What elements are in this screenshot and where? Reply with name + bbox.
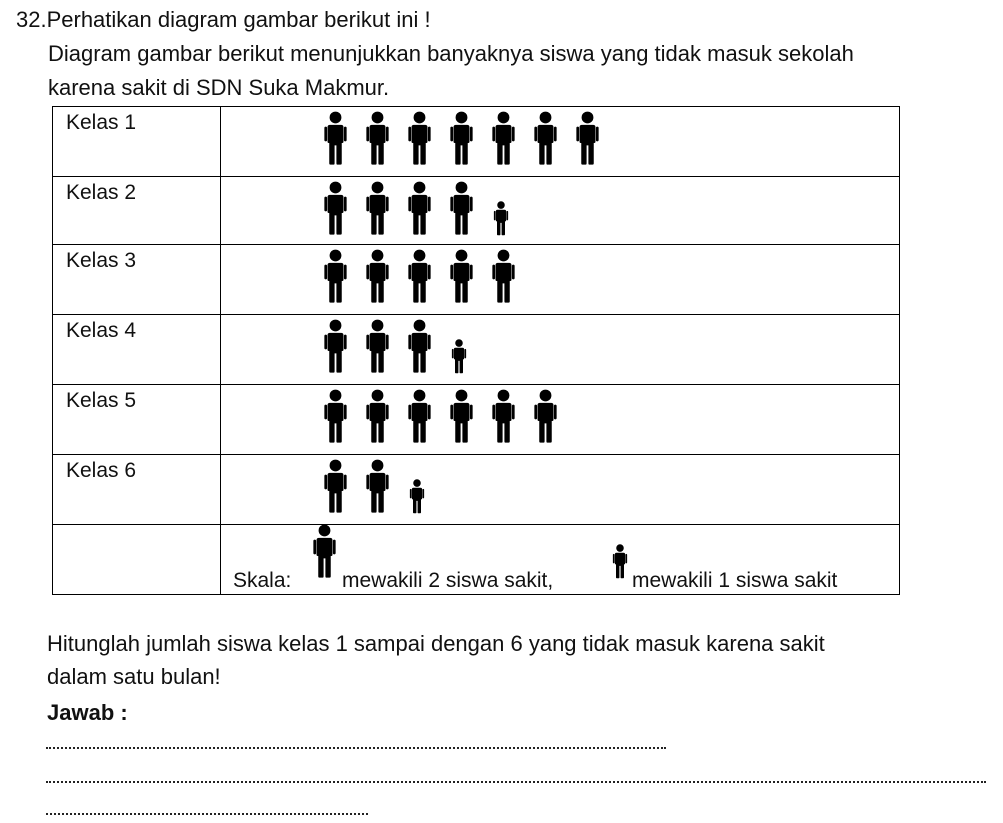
class-label-cell — [53, 385, 221, 455]
person-icon — [323, 319, 348, 379]
scale-legend — [221, 533, 899, 593]
scale-small-meaning: mewakili 1 siswa sakit — [632, 569, 838, 592]
legend-small-person-icon — [612, 544, 628, 585]
person-icon — [449, 111, 474, 171]
person-icon — [407, 389, 432, 449]
legend-big-person-icon — [312, 524, 337, 585]
task-line-2: dalam satu bulan! — [47, 664, 221, 689]
task-line-1: Hitunglah jumlah siswa kelas 1 sampai dengan 6 yang tidak masuk karena sakit — [47, 631, 825, 656]
question-title: 32.Perhatikan diagram gambar berikut ini ! — [16, 7, 431, 32]
person-icon — [449, 389, 474, 449]
person-icon — [407, 319, 432, 379]
answer-line-1[interactable] — [46, 747, 666, 749]
person-icon — [533, 389, 558, 449]
icon-strip — [323, 183, 883, 241]
scale-prefix: Skala: — [233, 569, 292, 592]
pictograph-row — [53, 177, 900, 245]
person-icon — [491, 111, 516, 171]
class-label: Kelas 1 — [66, 111, 137, 134]
scale-cell — [221, 525, 900, 595]
person-icon — [323, 459, 348, 519]
pictograph-row — [53, 315, 900, 385]
scale-big-meaning: mewakili 2 siswa sakit, — [342, 569, 554, 592]
person-icon — [365, 111, 390, 171]
person-icon — [365, 319, 390, 379]
class-label: Kelas 4 — [66, 319, 137, 342]
icon-strip — [323, 391, 883, 449]
class-label: Kelas 6 — [66, 459, 137, 482]
class-label-cell — [53, 107, 221, 177]
person-icon — [449, 249, 474, 309]
answer-line-3[interactable] — [46, 813, 368, 815]
person-icon — [491, 389, 516, 449]
half-person-icon — [493, 201, 509, 241]
icons-cell — [221, 177, 900, 245]
class-label: Kelas 3 — [66, 249, 137, 272]
person-icon — [365, 181, 390, 241]
empty-label-cell — [53, 525, 221, 595]
half-person-icon — [451, 339, 467, 379]
person-icon — [365, 459, 390, 519]
icons-cell — [221, 245, 900, 315]
person-icon — [407, 249, 432, 309]
person-icon — [407, 181, 432, 241]
pictograph-row — [53, 385, 900, 455]
half-person-icon — [409, 479, 425, 519]
class-label-cell — [53, 455, 221, 525]
pictograph-row — [53, 455, 900, 525]
person-icon — [533, 111, 558, 171]
class-label: Kelas 5 — [66, 389, 137, 412]
person-icon — [407, 111, 432, 171]
person-icon — [491, 249, 516, 309]
pictograph-row — [53, 107, 900, 177]
question-intro-line-1: Diagram gambar berikut menunjukkan banyaknya siswa yang tidak masuk sekolah — [48, 41, 854, 66]
icon-strip — [323, 461, 883, 519]
icon-strip — [323, 113, 883, 171]
icons-cell — [221, 455, 900, 525]
question-intro-line-2: karena sakit di SDN Suka Makmur. — [48, 75, 390, 100]
person-icon — [365, 249, 390, 309]
person-icon — [449, 181, 474, 241]
person-icon — [323, 249, 348, 309]
class-label-cell — [53, 315, 221, 385]
icons-cell — [221, 107, 900, 177]
icon-strip — [323, 251, 883, 309]
pictograph-table — [52, 106, 900, 595]
icons-cell — [221, 315, 900, 385]
person-icon — [575, 111, 600, 171]
icon-strip — [323, 321, 883, 379]
person-icon — [323, 111, 348, 171]
pictograph-row — [53, 245, 900, 315]
answer-line-2[interactable] — [46, 781, 986, 783]
icons-cell — [221, 385, 900, 455]
person-icon — [323, 181, 348, 241]
person-icon — [323, 389, 348, 449]
scale-row — [53, 525, 900, 595]
class-label: Kelas 2 — [66, 181, 137, 204]
person-icon — [365, 389, 390, 449]
class-label-cell — [53, 177, 221, 245]
answer-label: Jawab : — [47, 700, 128, 725]
class-label-cell — [53, 245, 221, 315]
